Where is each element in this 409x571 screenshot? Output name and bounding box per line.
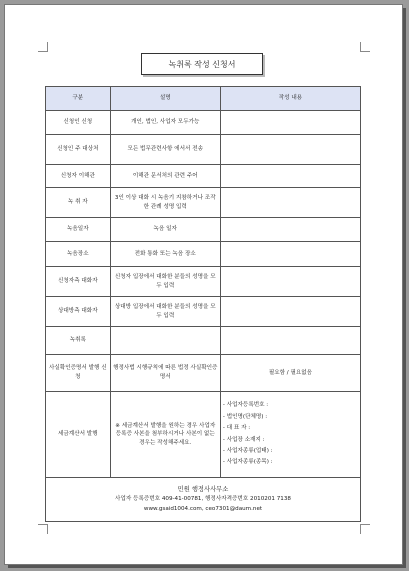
row-content-field[interactable] xyxy=(220,135,360,165)
list-item[interactable]: - 사업자등록번호 : xyxy=(222,402,269,409)
row-description: 녹음 일자 xyxy=(110,218,220,242)
row-description: 행정사법 시행규칙에 따른 법정 사실확인증명서 xyxy=(110,355,220,392)
row-label: 녹 취 자 xyxy=(46,188,111,218)
row-content-field[interactable] xyxy=(220,165,360,188)
table-row xyxy=(46,135,361,165)
crop-mark-bottom-right xyxy=(360,524,370,534)
page-shadow-bottom xyxy=(8,565,406,568)
office-info xyxy=(46,478,361,522)
header-content: 작성 내용 xyxy=(220,87,360,111)
row-label: 세금계산서 발행 xyxy=(46,392,111,478)
header-category: 구분 xyxy=(46,87,111,111)
crop-mark-top-right xyxy=(360,42,370,52)
list-item[interactable]: - 법인명(단체명) : xyxy=(222,413,268,420)
row-content-field[interactable] xyxy=(220,267,360,297)
row-content-field[interactable] xyxy=(220,327,360,355)
certificate-option[interactable]: 필요함 / 필요없음 xyxy=(220,355,360,392)
table-row xyxy=(46,111,361,135)
row-label: 사실확인증명서 발행 신청 xyxy=(46,355,111,392)
row-content-field[interactable] xyxy=(220,242,360,267)
page-shadow-right xyxy=(403,8,406,568)
table-row xyxy=(46,218,361,242)
row-description: 신청자 입장에서 대화한 분들의 성명을 모두 입력 xyxy=(110,267,220,297)
row-content-field[interactable] xyxy=(220,297,360,327)
row-label: 신청인 신청 xyxy=(46,111,111,135)
table-row xyxy=(46,165,361,188)
crop-mark-top-left xyxy=(38,42,48,52)
row-label: 녹음장소 xyxy=(46,242,111,267)
row-content-field[interactable] xyxy=(220,111,360,135)
table-row xyxy=(46,267,361,297)
row-label: 신청인 주 대상처 xyxy=(46,135,111,165)
tax-invoice-list xyxy=(223,400,358,469)
application-form-table xyxy=(45,86,361,522)
row-description xyxy=(110,327,220,355)
row-description: ※ 세금계산서 발행을 원하는 경우 사업자등록증 사본을 첨부하시거나 사본이 없는 경우는 작성해주세요. xyxy=(110,392,220,478)
list-item[interactable]: - 사업자종류(업태) : xyxy=(222,447,273,454)
list-item[interactable]: - 사업장 소재지 : xyxy=(222,436,265,443)
table-header-row xyxy=(46,87,361,111)
tax-invoice-fields xyxy=(220,392,360,478)
header-description: 설명 xyxy=(110,87,220,111)
crop-mark-bottom-left xyxy=(38,524,48,534)
row-description: 상대방 입장에서 대화한 분들의 성명을 모두 입력 xyxy=(110,297,220,327)
registration-info: 사업자 등록증번호 409-41-00781, 행정사자격증번호 2010201 7138 xyxy=(115,496,291,503)
row-label: 녹음일자 xyxy=(46,218,111,242)
row-label: 상대방측 대화자 xyxy=(46,297,111,327)
office-name: 민원 행정사사무소 xyxy=(177,486,229,494)
footer-row xyxy=(46,478,361,522)
row-label: 녹취록 xyxy=(46,327,111,355)
table-row xyxy=(46,327,361,355)
list-item[interactable]: - 대 표 자 : xyxy=(222,425,251,432)
row-description: 전화 통화 또는 녹음 장소 xyxy=(110,242,220,267)
table-row xyxy=(46,242,361,267)
table-row xyxy=(46,392,361,478)
row-description: 개인, 법인, 사업자 모두가능 xyxy=(110,111,220,135)
document-title: 녹취록 작성 신청서 xyxy=(141,53,263,75)
row-content-field[interactable] xyxy=(220,218,360,242)
row-label: 신청자측 대화자 xyxy=(46,267,111,297)
list-item[interactable]: - 사업자종류(종목) : xyxy=(222,459,273,466)
row-content-field[interactable] xyxy=(220,188,360,218)
table-row xyxy=(46,355,361,392)
contact-info: www.gsaid1004.com, ceo7301@daum.net xyxy=(143,506,263,512)
row-description: 이해관 문서처의 관련 주어 xyxy=(110,165,220,188)
row-label: 신청자 이해관 xyxy=(46,165,111,188)
table-row xyxy=(46,188,361,218)
row-description: 3인 이상 대화 시 녹음기 지참하거나 조작한 관례 성명 입력 xyxy=(110,188,220,218)
row-description: 모든 법무관련사항 에서서 전송 xyxy=(110,135,220,165)
table-row xyxy=(46,297,361,327)
